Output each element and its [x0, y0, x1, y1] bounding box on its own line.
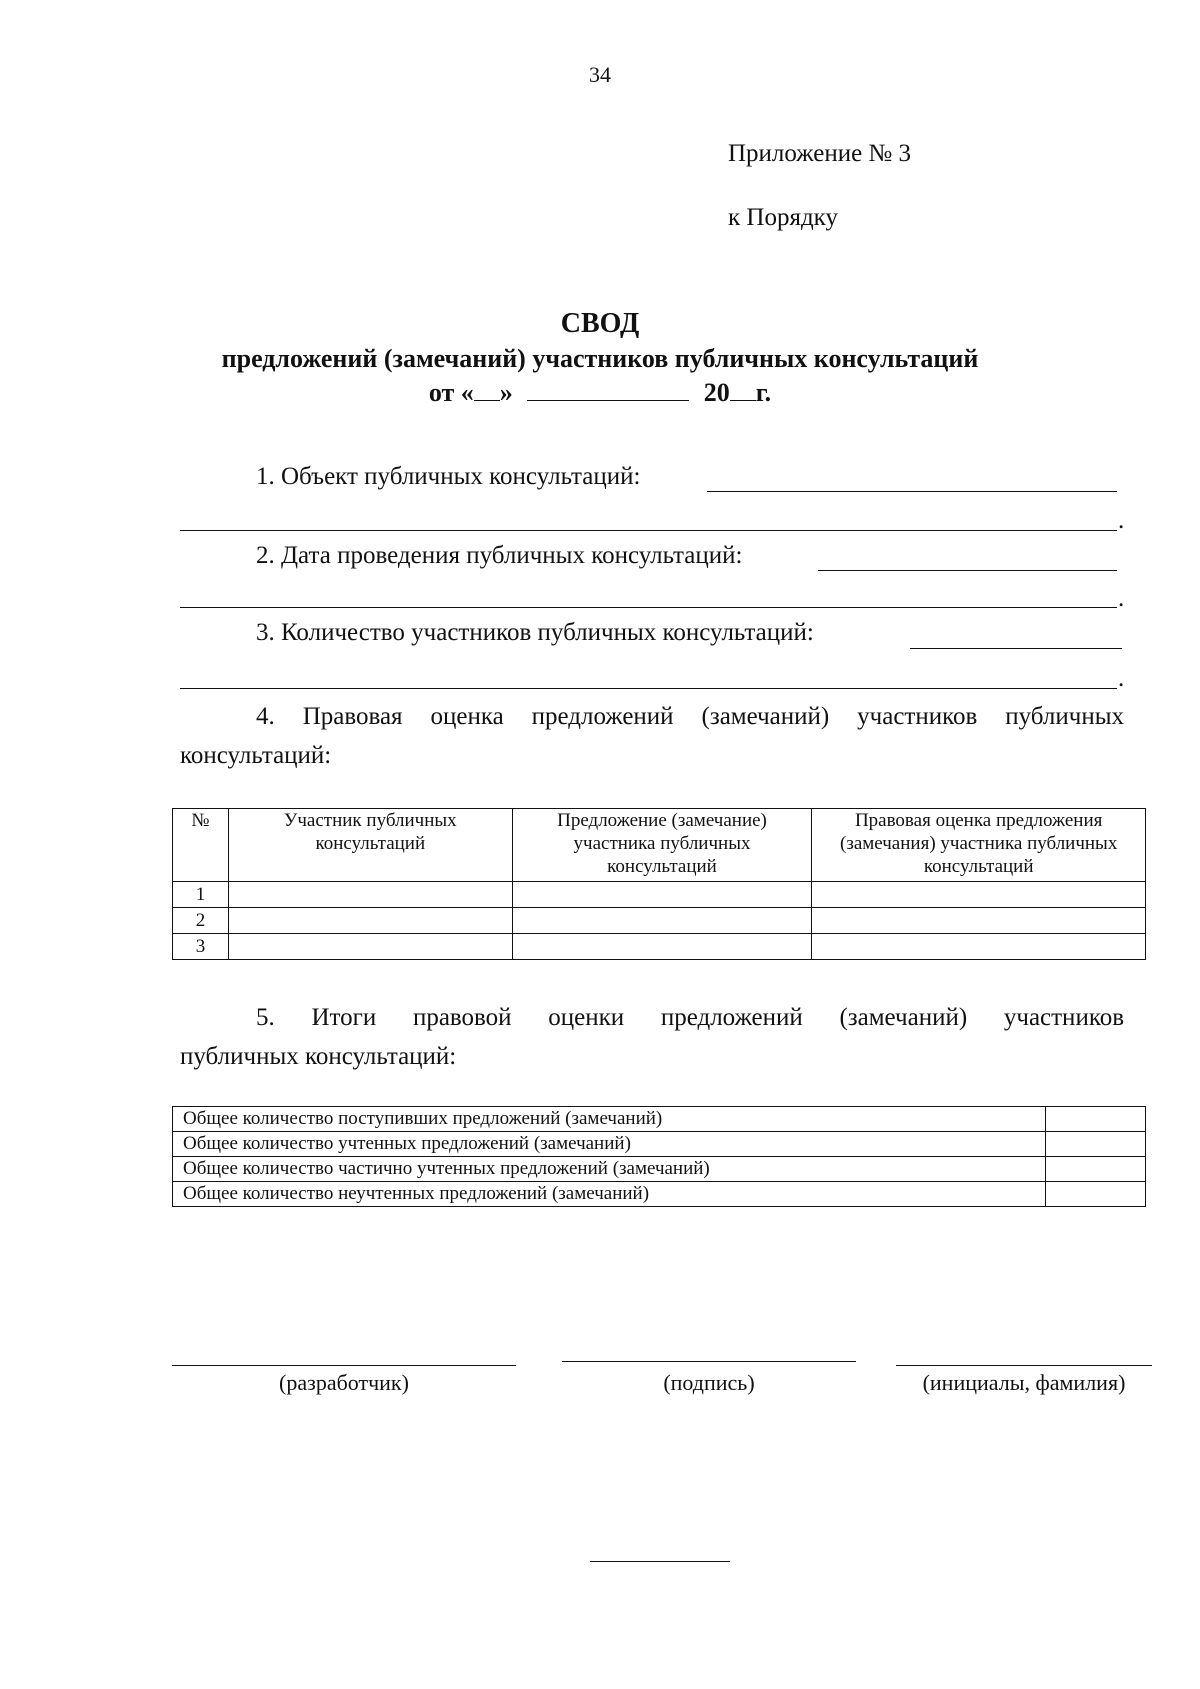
- summary-label: Общее количество частично учтенных предложений (замечаний): [173, 1157, 1046, 1182]
- item-3-label: 3. Количество участников публичных консультаций:: [256, 619, 814, 646]
- date-mid: »: [499, 378, 513, 407]
- header-legal-assessment: Правовая оценка предложения (замечания) участника публичных консультаций: [812, 809, 1146, 882]
- header-participant: Участник публичных консультаций: [228, 809, 512, 882]
- summary-label: Общее количество поступивших предложений (замечаний): [173, 1107, 1046, 1132]
- item-1-label: 1. Объект публичных консультаций:: [256, 463, 641, 490]
- proposal-cell: [512, 882, 812, 908]
- document-title: СВОД: [560, 308, 640, 339]
- date-prefix: от «: [428, 378, 474, 407]
- year-blank: [730, 378, 756, 401]
- table-row: [173, 908, 1146, 934]
- item-3-blank-2: [180, 688, 1117, 689]
- row-number: 1: [173, 882, 229, 908]
- table-row: [173, 1107, 1146, 1132]
- item-2-period: .: [1118, 585, 1125, 612]
- header-number: №: [173, 809, 229, 882]
- item-2-blank-2: [180, 607, 1117, 608]
- participant-cell: [228, 934, 512, 960]
- appendix-reference: к Порядку: [728, 204, 838, 231]
- assessment-cell: [812, 908, 1146, 934]
- assessment-table: [172, 808, 1146, 960]
- item-1-period: .: [1118, 507, 1125, 534]
- item-4-label: 4. Правовая оценка предложений (замечаний) участников публичных: [256, 703, 1124, 730]
- signature-line: [562, 1361, 856, 1362]
- table-row: [173, 934, 1146, 960]
- row-number: 3: [173, 934, 229, 960]
- summary-label: Общее количество неучтенных предложений (замечаний): [173, 1182, 1046, 1207]
- signature-label: (подпись): [663, 1370, 755, 1395]
- developer-signature-line: [172, 1365, 516, 1366]
- summary-table: [172, 1106, 1146, 1207]
- header-proposal: Предложение (замечание) участника публичных консультаций: [512, 809, 812, 882]
- assessment-cell: [812, 882, 1146, 908]
- date-suffix: г.: [755, 378, 772, 407]
- assessment-cell: [812, 934, 1146, 960]
- item-1-blank: [707, 491, 1117, 492]
- page-number: 34: [589, 62, 611, 87]
- table-row: [173, 1182, 1146, 1207]
- name-signature-line: [896, 1365, 1152, 1366]
- summary-label: Общее количество учтенных предложений (замечаний): [173, 1132, 1046, 1157]
- table-row: [173, 1157, 1146, 1182]
- item-3-blank: [910, 648, 1122, 649]
- item-5-label: 5. Итоги правовой оценки предложений (замечаний) участников: [256, 1004, 1124, 1031]
- document-date-line: [0, 378, 1200, 408]
- month-blank: [527, 378, 689, 401]
- document-subtitle: предложений (замечаний) участников публичных консультаций: [221, 344, 979, 373]
- summary-value: [1046, 1157, 1146, 1182]
- row-number: 2: [173, 908, 229, 934]
- proposal-cell: [512, 908, 812, 934]
- document-end-line: [590, 1561, 730, 1562]
- item-5-label-cont: публичных консультаций:: [180, 1043, 457, 1070]
- appendix-number: Приложение № 3: [728, 140, 912, 167]
- summary-value: [1046, 1132, 1146, 1157]
- participant-cell: [228, 882, 512, 908]
- proposal-cell: [512, 934, 812, 960]
- item-2-blank: [818, 570, 1117, 571]
- assessment-table-header: [173, 809, 1146, 882]
- summary-value: [1046, 1182, 1146, 1207]
- participant-cell: [228, 908, 512, 934]
- table-row: [173, 1132, 1146, 1157]
- item-4-label-cont: консультаций:: [180, 742, 332, 769]
- summary-value: [1046, 1107, 1146, 1132]
- item-2-label: 2. Дата проведения публичных консультаций:: [256, 542, 743, 569]
- name-label: (инициалы, фамилия): [922, 1370, 1126, 1395]
- item-1-blank-2: [180, 530, 1117, 531]
- table-row: [173, 882, 1146, 908]
- date-year: 20: [703, 378, 730, 407]
- day-blank: [474, 378, 500, 401]
- developer-label: (разработчик): [279, 1370, 409, 1395]
- item-3-period: .: [1118, 665, 1125, 692]
